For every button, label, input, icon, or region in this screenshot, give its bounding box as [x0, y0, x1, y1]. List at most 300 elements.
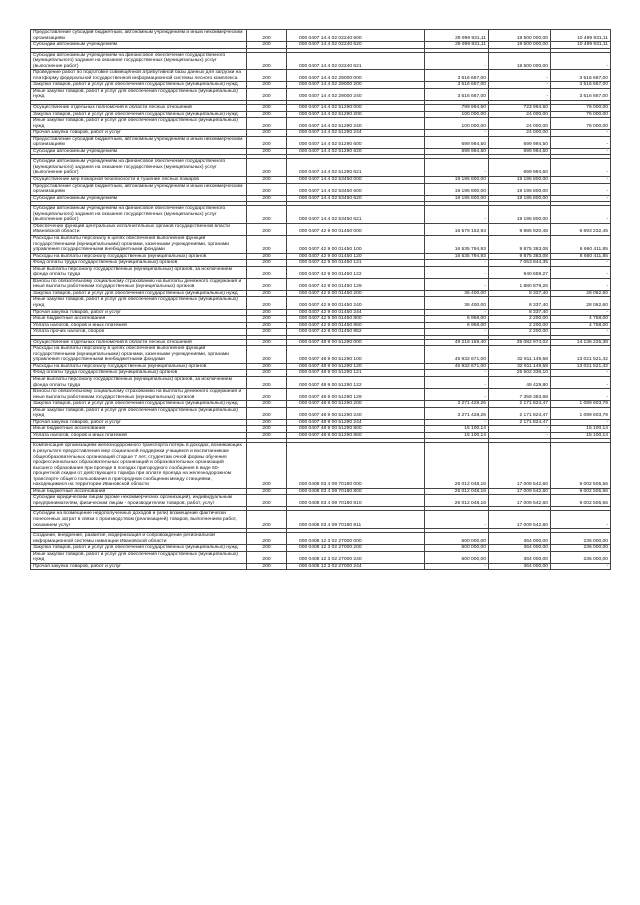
- unexecuted-amount-cell: 15 100,14: [551, 426, 611, 433]
- approved-amount-cell: 6 958,00: [425, 316, 489, 323]
- unexecuted-amount-cell: -: [551, 389, 611, 401]
- approved-amount-cell: 36 400,00: [425, 290, 489, 297]
- approved-amount-cell: 3 516 667,00: [425, 70, 489, 82]
- expense-name-cell: Уплата налогов, сборов и иных платежей: [31, 322, 247, 329]
- table-row: [31, 346, 611, 364]
- approved-amount-cell: -: [425, 52, 489, 70]
- approved-amount-cell: 3 271 428,26: [425, 401, 489, 408]
- table-row: [31, 52, 611, 70]
- table-row: [31, 118, 611, 130]
- unexecuted-amount-cell: -: [551, 52, 611, 70]
- budget-classification-code-cell: 000 0407 14 4 02 29000 240: [287, 88, 425, 100]
- executed-amount-cell: 364 000,00: [489, 533, 551, 545]
- line-code-cell: 200: [247, 253, 287, 260]
- line-code-cell: 200: [247, 118, 287, 130]
- table-row: [31, 253, 611, 260]
- expense-name-cell: Субсидии на возмещение недополученных доходов и (или) возмещение фактически понесенных затрат в связи с производством (реализацией) товаров, выполнением работ, оказанием услуг: [31, 511, 247, 529]
- unexecuted-amount-cell: 3 516 667,00: [551, 70, 611, 82]
- executed-amount-cell: 17 009 542,60: [489, 495, 551, 507]
- unexecuted-amount-cell: -: [551, 136, 611, 148]
- budget-classification-code-cell: 000 0407 14 4 02 51290 620: [287, 148, 425, 155]
- expense-name-cell: Субсидии автономным учреждениям: [31, 195, 247, 202]
- table-row: [31, 278, 611, 290]
- executed-amount-cell: 7 053 844,35: [489, 260, 551, 267]
- executed-amount-cell: 19 500 000,00: [489, 30, 551, 42]
- unexecuted-amount-cell: 9 002 505,56: [551, 488, 611, 495]
- expense-name-cell: Уплата налогов, сборов и иных платежей: [31, 432, 247, 439]
- budget-classification-code-cell: 000 0407 14 4 02 51290 240: [287, 118, 425, 130]
- budget-report-page: [30, 29, 610, 570]
- expense-name-cell: Расходы на выплаты персоналу государственных (муниципальных) органов: [31, 253, 247, 260]
- line-code-cell: 200: [247, 419, 287, 426]
- expense-name-cell: Субсидии автономным учреждениям на финансовое обеспечение государственного (муниципального) задания на оказание государственных (муниципальных) услуг (выполнение работ): [31, 52, 247, 70]
- table-row: [31, 235, 611, 253]
- table-row: [31, 88, 611, 100]
- budget-classification-code-cell: 000 0407 14 4 02 53450 000: [287, 177, 425, 184]
- approved-amount-cell: 6 958,00: [425, 322, 489, 329]
- table-row: [31, 389, 611, 401]
- approved-amount-cell: -: [425, 130, 489, 137]
- budget-classification-code-cell: 000 0407 48 9 00 51290 120: [287, 363, 425, 370]
- expense-name-cell: Иные выплаты персоналу государственных (муниципальных) органов, за исключением фонда оплаты труда: [31, 376, 247, 388]
- budget-classification-code-cell: 000 0407 48 9 00 51290 000: [287, 339, 425, 346]
- unexecuted-amount-cell: 9 002 505,56: [551, 495, 611, 507]
- approved-amount-cell: 29 999 931,11: [425, 30, 489, 42]
- unexecuted-amount-cell: -: [551, 419, 611, 426]
- budget-classification-code-cell: 000 0407 48 9 00 51290 122: [287, 376, 425, 388]
- budget-classification-code-cell: 000 0408 12 3 02 27000 200: [287, 545, 425, 552]
- budget-classification-code-cell: 000 0407 14 4 02 53450 621: [287, 206, 425, 224]
- line-code-cell: 200: [247, 290, 287, 297]
- table-row: [31, 339, 611, 346]
- line-code-cell: 200: [247, 346, 287, 364]
- expense-name-cell: Иные закупки товаров, работ и услуг для обеспечения государственных (муниципальных) нужд: [31, 118, 247, 130]
- executed-amount-cell: 24 000,00: [489, 118, 551, 130]
- line-code-cell: 200: [247, 111, 287, 118]
- unexecuted-amount-cell: -: [551, 183, 611, 195]
- approved-amount-cell: 600 000,00: [425, 551, 489, 563]
- expense-name-cell: Создание, внедрение, развитие, модернизация и сопровождение региональной информационной системы навигации Ивановской области: [31, 533, 247, 545]
- line-code-cell: 200: [247, 183, 287, 195]
- unexecuted-amount-cell: -: [551, 329, 611, 336]
- unexecuted-amount-cell: 236 000,00: [551, 545, 611, 552]
- table-row: [31, 419, 611, 426]
- approved-amount-cell: 15 100,14: [425, 426, 489, 433]
- expense-name-cell: Закупка товаров, работ и услуг для обеспечения государственных (муниципальных) нужд: [31, 111, 247, 118]
- line-code-cell: 200: [247, 316, 287, 323]
- approved-amount-cell: -: [425, 329, 489, 336]
- line-code-cell: 200: [247, 407, 287, 419]
- table-row: [31, 545, 611, 552]
- approved-amount-cell: 45 932 671,00: [425, 363, 489, 370]
- line-code-cell: 200: [247, 136, 287, 148]
- expense-name-cell: Иные бюджетные ассигнования: [31, 488, 247, 495]
- approved-amount-cell: 600 000,00: [425, 533, 489, 545]
- approved-amount-cell: 600 000,00: [425, 545, 489, 552]
- table-row: [31, 136, 611, 148]
- unexecuted-amount-cell: 236 000,00: [551, 551, 611, 563]
- unexecuted-amount-cell: 14 136 225,38: [551, 339, 611, 346]
- table-row: [31, 223, 611, 235]
- unexecuted-amount-cell: 4 758,00: [551, 322, 611, 329]
- budget-classification-code-cell: 000 0407 42 9 00 01450 800: [287, 316, 425, 323]
- line-code-cell: 200: [247, 401, 287, 408]
- executed-amount-cell: 2 171 824,47: [489, 401, 551, 408]
- unexecuted-amount-cell: 10 499 931,11: [551, 42, 611, 49]
- executed-amount-cell: 364 000,00: [489, 563, 551, 570]
- budget-classification-code-cell: 000 0407 14 4 02 02240 621: [287, 52, 425, 70]
- unexecuted-amount-cell: -: [551, 563, 611, 570]
- budget-classification-code-cell: 000 0407 42 9 00 01450 240: [287, 297, 425, 309]
- expense-name-cell: Иные закупки товаров, работ и услуг для обеспечения государственных (муниципальных) нужд: [31, 297, 247, 309]
- approved-amount-cell: 16 579 152,93: [425, 223, 489, 235]
- table-row: [31, 177, 611, 184]
- approved-amount-cell: -: [425, 376, 489, 388]
- table-row: [31, 495, 611, 507]
- line-code-cell: 200: [247, 206, 287, 224]
- unexecuted-amount-cell: 4 758,00: [551, 316, 611, 323]
- line-code-cell: 200: [247, 389, 287, 401]
- approved-amount-cell: -: [425, 206, 489, 224]
- approved-amount-cell: -: [425, 389, 489, 401]
- executed-amount-cell: 7 359 383,68: [489, 389, 551, 401]
- line-code-cell: 200: [247, 88, 287, 100]
- line-code-cell: 200: [247, 551, 287, 563]
- expense-name-cell: Субсидии юридическим лицам (кроме некоммерческих организаций), индивидуальным предпринимателям, физическим лицам - производителям товаров, работ, услуг: [31, 495, 247, 507]
- approved-amount-cell: 29 999 931,11: [425, 42, 489, 49]
- approved-amount-cell: 699 994,50: [425, 148, 489, 155]
- executed-amount-cell: 699 994,50: [489, 148, 551, 155]
- expense-name-cell: Прочая закупка товаров, работ и услуг: [31, 563, 247, 570]
- line-code-cell: 200: [247, 278, 287, 290]
- approved-amount-cell: 45 932 671,00: [425, 346, 489, 364]
- budget-classification-code-cell: 000 0407 42 9 00 01450 120: [287, 253, 425, 260]
- budget-classification-code-cell: 000 0407 42 9 00 01450 122: [287, 266, 425, 278]
- unexecuted-amount-cell: -: [551, 159, 611, 177]
- unexecuted-amount-cell: 28 062,60: [551, 290, 611, 297]
- line-code-cell: 200: [247, 322, 287, 329]
- expense-name-cell: Предоставление субсидий бюджетным, автономным учреждениям и иным некоммерческим организациям: [31, 30, 247, 42]
- expense-name-cell: Осуществление мер пожарной безопасности и тушение лесных пожаров: [31, 177, 247, 184]
- expense-name-cell: Обеспечение функций центральных исполнительных органов государственной власти Ивановской области: [31, 223, 247, 235]
- expense-name-cell: Иные бюджетные ассигнования: [31, 426, 247, 433]
- line-code-cell: 200: [247, 30, 287, 42]
- approved-amount-cell: 19 195 800,00: [425, 195, 489, 202]
- unexecuted-amount-cell: 3 516 667,00: [551, 88, 611, 100]
- approved-amount-cell: -: [425, 309, 489, 316]
- expense-name-cell: Закупка товаров, работ и услуг для обеспечения государственных (муниципальных) нужд: [31, 82, 247, 89]
- expense-name-cell: Прочая закупка товаров, работ и услуг: [31, 130, 247, 137]
- table-row: [31, 206, 611, 224]
- budget-classification-code-cell: 000 0407 48 9 00 51290 129: [287, 389, 425, 401]
- unexecuted-amount-cell: -: [551, 278, 611, 290]
- table-row: [31, 159, 611, 177]
- expense-name-cell: Взносы по обязательному социальному страхованию на выплаты денежного содержания и иные выплаты работникам государственных (муниципальных) органов: [31, 389, 247, 401]
- executed-amount-cell: 940 659,27: [489, 266, 551, 278]
- approved-amount-cell: 26 012 048,16: [425, 495, 489, 507]
- line-code-cell: 200: [247, 329, 287, 336]
- line-code-cell: 200: [247, 495, 287, 507]
- budget-classification-code-cell: 000 0407 14 4 02 29000 200: [287, 82, 425, 89]
- approved-amount-cell: -: [425, 370, 489, 377]
- unexecuted-amount-cell: 13 021 521,42: [551, 363, 611, 370]
- budget-classification-code-cell: 000 0407 14 4 02 51290 621: [287, 159, 425, 177]
- budget-classification-code-cell: 000 0408 12 3 02 27000 244: [287, 563, 425, 570]
- executed-amount-cell: 49 429,80: [489, 376, 551, 388]
- table-row: [31, 401, 611, 408]
- budget-classification-code-cell: 000 0407 14 4 02 02240 600: [287, 30, 425, 42]
- budget-classification-code-cell: 000 0408 12 3 02 27000 240: [287, 551, 425, 563]
- executed-amount-cell: 2 200,00: [489, 329, 551, 336]
- budget-classification-code-cell: 000 0407 14 4 02 51290 000: [287, 105, 425, 112]
- expense-name-cell: Расходы на выплаты персоналу в целях обеспечения выполнения функций государственными (муниципальными) органами, казенными учреждениями, органами управления государственными внебюджетными фондами: [31, 235, 247, 253]
- executed-amount-cell: 32 911 149,58: [489, 346, 551, 364]
- expense-name-cell: Прочая закупка товаров, работ и услуг: [31, 309, 247, 316]
- budget-classification-code-cell: 000 0408 03 4 09 70180 000: [287, 443, 425, 488]
- budget-classification-code-cell: 000 0407 42 9 00 01450 200: [287, 290, 425, 297]
- approved-amount-cell: 15 100,14: [425, 432, 489, 439]
- approved-amount-cell: -: [425, 511, 489, 529]
- executed-amount-cell: 17 009 542,60: [489, 511, 551, 529]
- table-row: [31, 183, 611, 195]
- approved-amount-cell: -: [425, 419, 489, 426]
- expense-name-cell: Иные закупки товаров, работ и услуг для обеспечения государственных (муниципальных) нужд: [31, 88, 247, 100]
- line-code-cell: 200: [247, 195, 287, 202]
- budget-classification-code-cell: 000 0407 14 4 02 29000 000: [287, 70, 425, 82]
- executed-amount-cell: 8 337,40: [489, 290, 551, 297]
- approved-amount-cell: 3 516 667,00: [425, 82, 489, 89]
- executed-amount-cell: 2 171 824,47: [489, 407, 551, 419]
- expense-name-cell: Закупка товаров, работ и услуг для обеспечения государственных (муниципальных) нужд: [31, 290, 247, 297]
- executed-amount-cell: -: [489, 426, 551, 433]
- unexecuted-amount-cell: -: [551, 511, 611, 529]
- unexecuted-amount-cell: 1 099 603,79: [551, 407, 611, 419]
- line-code-cell: 200: [247, 159, 287, 177]
- budget-classification-code-cell: 000 0407 48 9 00 51290 240: [287, 407, 425, 419]
- expense-name-cell: Взносы по обязательному социальному страхованию на выплаты денежного содержания и иные выплаты работникам государственных (муниципальных) органов: [31, 278, 247, 290]
- expense-name-cell: Осуществление отдельных полномочий в области лесных отношений: [31, 339, 247, 346]
- line-code-cell: 200: [247, 223, 287, 235]
- table-row: [31, 533, 611, 545]
- approved-amount-cell: 49 219 159,40: [425, 339, 489, 346]
- line-code-cell: 200: [247, 235, 287, 253]
- executed-amount-cell: 8 337,40: [489, 297, 551, 309]
- line-code-cell: 200: [247, 511, 287, 529]
- unexecuted-amount-cell: -: [551, 260, 611, 267]
- approved-amount-cell: -: [425, 278, 489, 290]
- executed-amount-cell: 19 500 000,00: [489, 52, 551, 70]
- executed-amount-cell: 9 885 920,48: [489, 223, 551, 235]
- table-row: [31, 297, 611, 309]
- budget-classification-code-cell: 000 0407 14 4 02 02240 620: [287, 42, 425, 49]
- budget-classification-code-cell: 000 0407 42 9 00 01450 000: [287, 223, 425, 235]
- approved-amount-cell: 19 195 800,00: [425, 183, 489, 195]
- table-row: [31, 363, 611, 370]
- expense-name-cell: Субсидии автономным учреждениям на финансовое обеспечение государственного (муниципального) задания на оказание государственных (муниципальных) услуг (выполнение работ): [31, 159, 247, 177]
- expense-name-cell: Субсидии автономным учреждениям: [31, 42, 247, 49]
- executed-amount-cell: 9 875 383,08: [489, 235, 551, 253]
- unexecuted-amount-cell: 9 002 505,56: [551, 443, 611, 488]
- approved-amount-cell: 16 535 794,93: [425, 253, 489, 260]
- unexecuted-amount-cell: 76 000,00: [551, 111, 611, 118]
- budget-classification-code-cell: 000 0407 14 4 02 51290 244: [287, 130, 425, 137]
- approved-amount-cell: 100 000,00: [425, 118, 489, 130]
- line-code-cell: 200: [247, 52, 287, 70]
- unexecuted-amount-cell: -: [551, 370, 611, 377]
- approved-amount-cell: 699 994,50: [425, 136, 489, 148]
- unexecuted-amount-cell: 76 000,00: [551, 118, 611, 130]
- executed-amount-cell: 699 994,50: [489, 136, 551, 148]
- executed-amount-cell: 19 195 800,00: [489, 206, 551, 224]
- executed-amount-cell: 2 200,00: [489, 322, 551, 329]
- expense-name-cell: Закупка товаров, работ и услуг для обеспечения государственных (муниципальных) нужд: [31, 401, 247, 408]
- table-row: [31, 105, 611, 112]
- executed-amount-cell: 364 000,00: [489, 545, 551, 552]
- approved-amount-cell: -: [425, 563, 489, 570]
- table-row: [31, 563, 611, 570]
- budget-classification-code-cell: 000 0407 48 9 00 51290 200: [287, 401, 425, 408]
- line-code-cell: 200: [247, 177, 287, 184]
- budget-classification-code-cell: 000 0407 48 9 00 51290 800: [287, 426, 425, 433]
- line-code-cell: 200: [247, 376, 287, 388]
- approved-amount-cell: 799 994,50: [425, 105, 489, 112]
- table-row: [31, 70, 611, 82]
- unexecuted-amount-cell: -: [551, 206, 611, 224]
- expense-name-cell: Проведение работ по подготовке совмещённой атрибутивной базы данных для загрузки на платформу федеральной государственной информационной системы лесного комплекса: [31, 70, 247, 82]
- budget-classification-code-cell: 000 0408 12 3 02 27000 000: [287, 533, 425, 545]
- table-row: [31, 511, 611, 529]
- expense-name-cell: Иные выплаты персоналу государственных (муниципальных) органов, за исключением фонда оплаты труда: [31, 266, 247, 278]
- unexecuted-amount-cell: 6 693 232,45: [551, 223, 611, 235]
- expense-name-cell: Иные закупки товаров, работ и услуг для обеспечения государственных (муниципальных) нужд: [31, 551, 247, 563]
- line-code-cell: 200: [247, 488, 287, 495]
- line-code-cell: 200: [247, 148, 287, 155]
- unexecuted-amount-cell: 10 499 931,11: [551, 30, 611, 42]
- budget-classification-code-cell: 000 0408 03 4 09 70180 811: [287, 511, 425, 529]
- expense-name-cell: Осуществление отдельных полномочий в области лесных отношений: [31, 105, 247, 112]
- budget-classification-code-cell: 000 0407 48 9 00 51290 244: [287, 419, 425, 426]
- table-row: [31, 260, 611, 267]
- unexecuted-amount-cell: -: [551, 309, 611, 316]
- expense-name-cell: Расходы на выплаты персоналу государственных (муниципальных) органов: [31, 363, 247, 370]
- expense-name-cell: Иные бюджетные ассигнования: [31, 316, 247, 323]
- executed-amount-cell: 19 500 000,00: [489, 42, 551, 49]
- expense-name-cell: Фонд оплаты труда государственных (муниципальных) органов: [31, 370, 247, 377]
- expense-name-cell: Иные закупки товаров, работ и услуг для обеспечения государственных (муниципальных) нужд: [31, 407, 247, 419]
- executed-amount-cell: 17 009 542,60: [489, 488, 551, 495]
- executed-amount-cell: 25 502 336,10: [489, 370, 551, 377]
- executed-amount-cell: 24 000,00: [489, 130, 551, 137]
- line-code-cell: 200: [247, 563, 287, 570]
- expenditure-table: [30, 29, 611, 570]
- line-code-cell: 200: [247, 105, 287, 112]
- executed-amount-cell: -: [489, 88, 551, 100]
- budget-classification-code-cell: 000 0407 42 9 00 01450 129: [287, 278, 425, 290]
- executed-amount-cell: 35 082 974,02: [489, 339, 551, 346]
- budget-classification-code-cell: 000 0407 48 9 00 51290 100: [287, 346, 425, 364]
- budget-classification-code-cell: 000 0407 42 9 00 01450 100: [287, 235, 425, 253]
- unexecuted-amount-cell: 28 062,60: [551, 297, 611, 309]
- table-row: [31, 376, 611, 388]
- budget-classification-code-cell: 000 0407 42 9 00 01450 852: [287, 329, 425, 336]
- approved-amount-cell: 100 000,00: [425, 111, 489, 118]
- budget-classification-code-cell: 000 0408 03 4 09 70180 800: [287, 488, 425, 495]
- executed-amount-cell: 2 200,00: [489, 316, 551, 323]
- approved-amount-cell: 26 012 048,16: [425, 488, 489, 495]
- executed-amount-cell: 9 875 383,08: [489, 253, 551, 260]
- table-row: [31, 551, 611, 563]
- line-code-cell: 200: [247, 260, 287, 267]
- unexecuted-amount-cell: 76 000,00: [551, 105, 611, 112]
- expense-name-cell: Закупка товаров, работ и услуг для обеспечения государственных (муниципальных) нужд: [31, 545, 247, 552]
- table-row: [31, 443, 611, 488]
- line-code-cell: 200: [247, 432, 287, 439]
- executed-amount-cell: -: [489, 432, 551, 439]
- line-code-cell: 200: [247, 297, 287, 309]
- budget-classification-code-cell: 000 0407 42 9 00 01450 244: [287, 309, 425, 316]
- expense-name-cell: Предоставление субсидий бюджетным, автономным учреждениям и иным некоммерческим организациям: [31, 183, 247, 195]
- line-code-cell: 200: [247, 70, 287, 82]
- approved-amount-cell: 16 535 794,93: [425, 235, 489, 253]
- executed-amount-cell: -: [489, 82, 551, 89]
- budget-classification-code-cell: 000 0407 42 9 00 01450 850: [287, 322, 425, 329]
- unexecuted-amount-cell: 13 021 521,42: [551, 346, 611, 364]
- approved-amount-cell: -: [425, 159, 489, 177]
- line-code-cell: 200: [247, 130, 287, 137]
- line-code-cell: 200: [247, 339, 287, 346]
- approved-amount-cell: 26 012 048,16: [425, 443, 489, 488]
- approved-amount-cell: 19 195 800,00: [425, 177, 489, 184]
- expense-name-cell: Субсидии автономным учреждениям: [31, 148, 247, 155]
- executed-amount-cell: -: [489, 70, 551, 82]
- budget-classification-code-cell: 000 0407 48 9 00 51290 121: [287, 370, 425, 377]
- unexecuted-amount-cell: 6 660 411,85: [551, 253, 611, 260]
- expenditure-table-body: [31, 30, 611, 570]
- unexecuted-amount-cell: 236 000,00: [551, 533, 611, 545]
- unexecuted-amount-cell: 1 099 603,79: [551, 401, 611, 408]
- approved-amount-cell: 3 271 428,26: [425, 407, 489, 419]
- executed-amount-cell: 24 000,00: [489, 111, 551, 118]
- budget-classification-code-cell: 000 0407 14 4 02 53450 600: [287, 183, 425, 195]
- expense-name-cell: Субсидии автономным учреждениям на финансовое обеспечение государственного (муниципального) задания на оказание государственных (муниципальных) услуг (выполнение работ): [31, 206, 247, 224]
- expense-name-cell: Компенсация организациям железнодорожного транспорта потерь в доходах, возникающих в результате предоставления мер социальной поддержки учащимся и воспитанникам общеобразовательных организаций старше 7 лет, студентам очной формы обучения профессиональных образовательных организаций и образовательных организаций высшего образования при проезде в поездах пригородного сообщения в виде 50-процентной скидки от действующего тарифа при оплате проезда на железнодорожном транспорте общего пользования в пригородном сообщении между станциями, находящимися на территории Ивановской области: [31, 443, 247, 488]
- budget-classification-code-cell: 000 0408 03 4 09 70180 810: [287, 495, 425, 507]
- executed-amount-cell: 17 009 542,60: [489, 443, 551, 488]
- unexecuted-amount-cell: -: [551, 376, 611, 388]
- approved-amount-cell: 36 400,00: [425, 297, 489, 309]
- executed-amount-cell: 723 994,50: [489, 105, 551, 112]
- budget-classification-code-cell: 000 0407 14 4 02 53450 620: [287, 195, 425, 202]
- table-row: [31, 407, 611, 419]
- executed-amount-cell: 1 880 879,26: [489, 278, 551, 290]
- line-code-cell: 200: [247, 443, 287, 488]
- expense-name-cell: Предоставление субсидий бюджетным, автономным учреждениям и иным некоммерческим организациям: [31, 136, 247, 148]
- executed-amount-cell: 19 195 800,00: [489, 183, 551, 195]
- line-code-cell: 200: [247, 266, 287, 278]
- executed-amount-cell: 8 337,40: [489, 309, 551, 316]
- budget-classification-code-cell: 000 0407 48 9 00 51290 850: [287, 432, 425, 439]
- budget-classification-code-cell: 000 0407 14 4 02 51290 200: [287, 111, 425, 118]
- table-row: [31, 266, 611, 278]
- executed-amount-cell: 364 000,00: [489, 551, 551, 563]
- executed-amount-cell: 2 171 824,47: [489, 419, 551, 426]
- line-code-cell: 200: [247, 370, 287, 377]
- unexecuted-amount-cell: -: [551, 130, 611, 137]
- unexecuted-amount-cell: 6 660 411,85: [551, 235, 611, 253]
- line-code-cell: 200: [247, 82, 287, 89]
- unexecuted-amount-cell: -: [551, 195, 611, 202]
- executed-amount-cell: 19 195 800,00: [489, 177, 551, 184]
